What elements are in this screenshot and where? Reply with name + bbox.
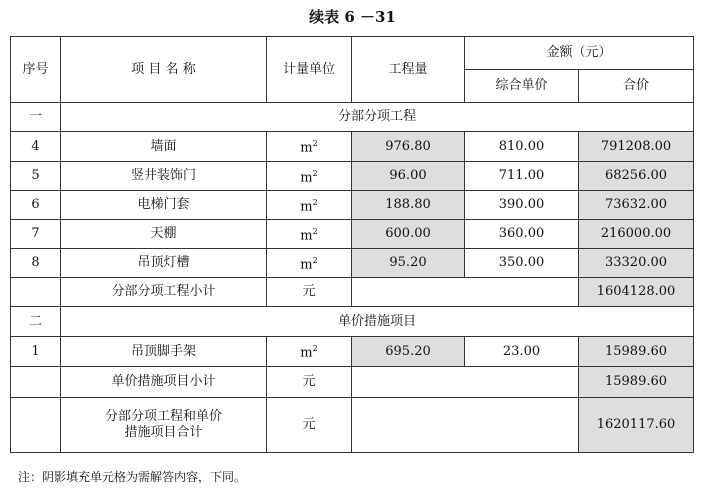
- header-quantity: 工程量: [352, 37, 465, 103]
- table-row: [11, 132, 694, 162]
- row-unit-price: 711.00: [465, 162, 579, 191]
- subtotal-row: [11, 367, 694, 398]
- row-unit-price: 390.00: [465, 191, 579, 220]
- row-unit: $m^2$: [267, 220, 352, 249]
- row-index: 7: [11, 220, 61, 249]
- footnote: 注：阴影填充单元格为需解答内容，下同。: [18, 470, 247, 484]
- row-unit: $m^2$: [267, 337, 352, 367]
- row-quantity: 600.00: [352, 220, 465, 249]
- section-title: 分部分项工程: [61, 103, 694, 132]
- subtotal-unit: 元: [267, 367, 352, 398]
- row-index: 5: [11, 162, 61, 191]
- section-index: 二: [11, 307, 61, 337]
- row-index: 1: [11, 337, 61, 367]
- row-quantity: 976.80: [352, 132, 465, 162]
- row-quantity: 695.20: [352, 337, 465, 367]
- table-row: [11, 191, 694, 220]
- row-unit: $m^2$: [267, 132, 352, 162]
- row-unit: $m^2$: [267, 249, 352, 278]
- row-total: 791208.00: [579, 132, 694, 162]
- subtotal-total: 15989.60: [579, 367, 694, 398]
- row-total: 68256.00: [579, 162, 694, 191]
- row-name: 竖井装饰门: [61, 162, 267, 191]
- row-name: 天棚: [61, 220, 267, 249]
- row-index: 4: [11, 132, 61, 162]
- header-amount: 金额（元）: [465, 37, 694, 70]
- row-total: 73632.00: [579, 191, 694, 220]
- row-index: 8: [11, 249, 61, 278]
- row-quantity: 95.20: [352, 249, 465, 278]
- row-unit-price: 360.00: [465, 220, 579, 249]
- section-title: 单价措施项目: [61, 307, 694, 337]
- table-title: 续表 6 －31: [309, 8, 396, 26]
- row-total: 216000.00: [579, 220, 694, 249]
- table-row: [11, 337, 694, 367]
- row-unit: $m^2$: [267, 191, 352, 220]
- section-header-row: [11, 307, 694, 337]
- subtotal-total: 1604128.00: [579, 278, 694, 307]
- grand-total-unit: 元: [267, 398, 352, 453]
- table-row: [11, 249, 694, 278]
- cost-table: [10, 36, 694, 453]
- header-total: 合价: [579, 70, 694, 103]
- header-name: 项 目 名 称: [61, 37, 267, 103]
- row-name: 电梯门套: [61, 191, 267, 220]
- subtotal-unit: 元: [267, 278, 352, 307]
- section-index: 一: [11, 103, 61, 132]
- row-unit-price: 810.00: [465, 132, 579, 162]
- subtotal-name: 分部分项工程小计: [61, 278, 267, 307]
- row-unit-price: 23.00: [465, 337, 579, 367]
- header-unit-price: 综合单价: [465, 70, 579, 103]
- row-name: 墙面: [61, 132, 267, 162]
- grand-total-name: 分部分项工程和单价 措施项目合计: [61, 398, 267, 453]
- subtotal-name: 单价措施项目小计: [61, 367, 267, 398]
- header-index: 序号: [11, 37, 61, 103]
- row-quantity: 96.00: [352, 162, 465, 191]
- row-total: 33320.00: [579, 249, 694, 278]
- table-row: [11, 162, 694, 191]
- header-unit: 计量单位: [267, 37, 352, 103]
- subtotal-row: [11, 278, 694, 307]
- table-row: [11, 220, 694, 249]
- row-quantity: 188.80: [352, 191, 465, 220]
- row-unit: $m^2$: [267, 162, 352, 191]
- row-name: 吊顶灯槽: [61, 249, 267, 278]
- section-header-row: [11, 103, 694, 132]
- row-total: 15989.60: [579, 337, 694, 367]
- row-unit-price: 350.00: [465, 249, 579, 278]
- grand-total-row: [11, 398, 694, 453]
- row-index: 6: [11, 191, 61, 220]
- row-name: 吊顶脚手架: [61, 337, 267, 367]
- grand-total-value: 1620117.60: [579, 398, 694, 453]
